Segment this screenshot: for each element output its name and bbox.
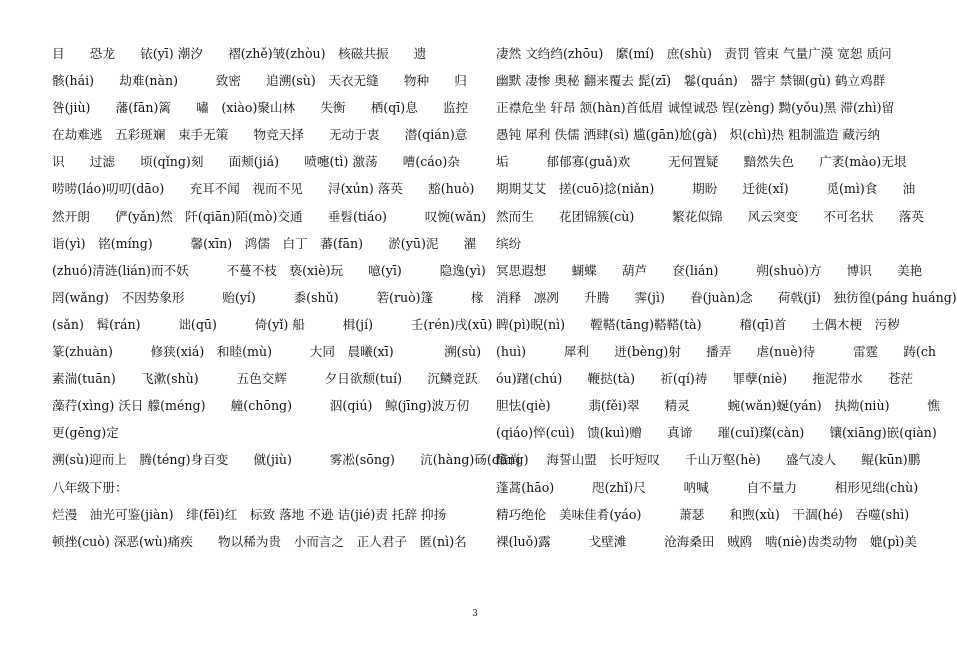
text-line: 罔(wǎng) 不因势象形 贻(yí) 黍(shǔ) 箬(ruò)篷 椽 [52, 289, 484, 305]
text-line: 期期艾艾 搓(cuō)捻(niǎn) 期盼 迁徙(xǐ) 觅(mì)食 油 [496, 181, 916, 197]
page-number: 3 [472, 609, 478, 619]
text-line: 凄然 文绉绉(zhōu) 縻(mí) 庶(shù) 责罚 管束 气量广漠 宽恕 质问 [496, 46, 892, 61]
text-line: 顿挫(cuò) 深恶(wù)痛疾 物以稀为贵 小而言之 正人君子 匿(nì)名 [52, 533, 467, 549]
text-line: 烂漫 油光可鉴(jiàn) 绯(fēi)红 标致 落地 不逊 诘(jié)责 托辞 抑扬 [52, 506, 447, 522]
text-line: 咎(jiù) 藩(fān)篱 嘯 (xiào)聚山林 失衡 栖(qī)息 监控 [52, 100, 469, 116]
text-line: 消释 凛冽 升腾 霁(jì) 眷(juàn)念 荷戟(jǐ) 独彷徨(páng huáng) [496, 289, 957, 305]
text-line: 溯(sù)迎而上 腾(téng)身百变 僦(jiù) 雾凇(sōng) 沆(hàng)砀(dàng) [52, 452, 529, 468]
text-line: 诣(yì) 铭(míng) 馨(xīn) 鸿儒 白丁 蕃(fān) 淤(yū)泥 濯 [52, 235, 477, 251]
text-line: 然开朗 俨(yǎn)然 阡(qiān)陌(mò)交通 垂髫(tiáo) 叹惋(wǎn) [52, 208, 487, 224]
text-line: (qiáo)悴(cuì) 馈(kuì)赠 真谛 璀(cuǐ)璨(càn) 镶(xiāng)嵌(qiàn) [496, 425, 937, 441]
text-line: 胆怯(qiè) 翡(fěi)翠 精灵 蜿(wǎn)蜒(yán) 执拗(niù) 憔 [496, 398, 940, 414]
text-line: 精巧绝伦 美味佳肴(yáo) 萧瑟 和煦(xù) 干涸(hé) 吞噬(shì) [496, 506, 910, 522]
text-line: 唠唠(láo)叨叨(dāo) 充耳不闻 视而不见 浔(xún) 落英 豁(huò) [52, 181, 475, 197]
text-line: 愚钝 犀利 佚儒 洒肆(sì) 尴(gān)尬(gà) 炽(chì)热 粗制滥造 藏污纳 [496, 127, 881, 143]
text-line: 目 恐龙 铱(yī) 潮汐 褶(zhě)皱(zhòu) 核磁共振 遗 [52, 46, 427, 61]
text-line: 在劫难逃 五彩斑斓 束手无策 物竞天择 无动于衷 潜(qián)意 [52, 127, 468, 143]
text-line: (huì) 犀利 迸(bèng)射 播弄 虐(nuè)待 雷霆 踌(ch [496, 344, 937, 360]
text-line: 缤纷 [496, 235, 522, 251]
text-line: 更(gēng)定 [52, 425, 119, 441]
text-line: 素湍(tuān) 飞漱(shù) 五色交辉 夕日欲颓(tuí) 沉鳞竞跃 [52, 371, 478, 387]
text-line: 识 过滤 顷(qǐng)刻 面颊(jiá) 喷嚏(tì) 激荡 嘈(cáo)杂 [52, 154, 460, 170]
text-line: 垢 郁郁寡(guǎ)欢 无何置疑 黯然失色 广袤(mào)无垠 [496, 154, 907, 170]
text-line: 蓬蒿(hāo) 咫(zhǐ)尺 呐喊 自不量力 相形见绌(chù) [496, 479, 919, 495]
text-line: 藻荇(xìng) 沃日 艨(méng) 艟(chōng) 泅(qiú) 鲸(jīng)波万仞 [52, 398, 470, 414]
text-line: 篆(zhuàn) 修狭(xiá) 和睦(mù) 大同 晨曦(xī) 溯(sù) [52, 344, 482, 360]
section-heading: 八年级下册： [52, 479, 128, 495]
text-line: 骸(hái) 劫难(nàn) 致密 追溯(sù) 天衣无缝 物种 归 [52, 73, 467, 89]
text-line: 幽默 凄惨 奥秘 翻来覆去 髭(zī) 鬈(quán) 器宇 禁锢(gù) 鹤立鸡群 [496, 73, 886, 89]
text-line: 酷肖 海誓山盟 长吁短叹 千山万壑(hè) 盛气凌人 鲲(kūn)鹏 [496, 452, 921, 468]
text-line: 裸(luǒ)露 戈壁滩 沧海桑田 贼鸥 啮(niè)齿类动物 媲(pì)美 [496, 533, 917, 549]
right-column [496, 40, 957, 555]
text-line: 冥思遐想 蝴蝶 葫芦 奁(lián) 朔(shuò)方 博识 美艳 [496, 262, 923, 278]
text-line: (sǎn) 髯(rán) 诎(qū) 倚(yǐ) 船 楫(jí) 壬(rén)戌(xū) [52, 316, 493, 332]
text-line: óu)躇(chú) 鞭挞(tà) 祈(qí)祷 罪孽(niè) 拖泥带水 苍茫 [496, 371, 914, 387]
text-line: (zhuó)清涟(lián)而不妖 不蔓不枝 亵(xiè)玩 噫(yī) 隐逸(yì) [52, 262, 486, 278]
text-line: 然而生 花团锦簇(cù) 繁花似锦 风云突变 不可名状 落英 [496, 208, 924, 224]
text-line: 正襟危坐 轩昂 颔(hàn)首低眉 诚惶诚恐 锃(zèng) 黝(yǒu)黑 滞(zhì)留 [496, 100, 895, 116]
text-line: 睥(pì)睨(nì) 鞺鞳(tāng)鞳鞳(tà) 稽(qī)首 土偶木梗 污秽 [496, 316, 900, 332]
